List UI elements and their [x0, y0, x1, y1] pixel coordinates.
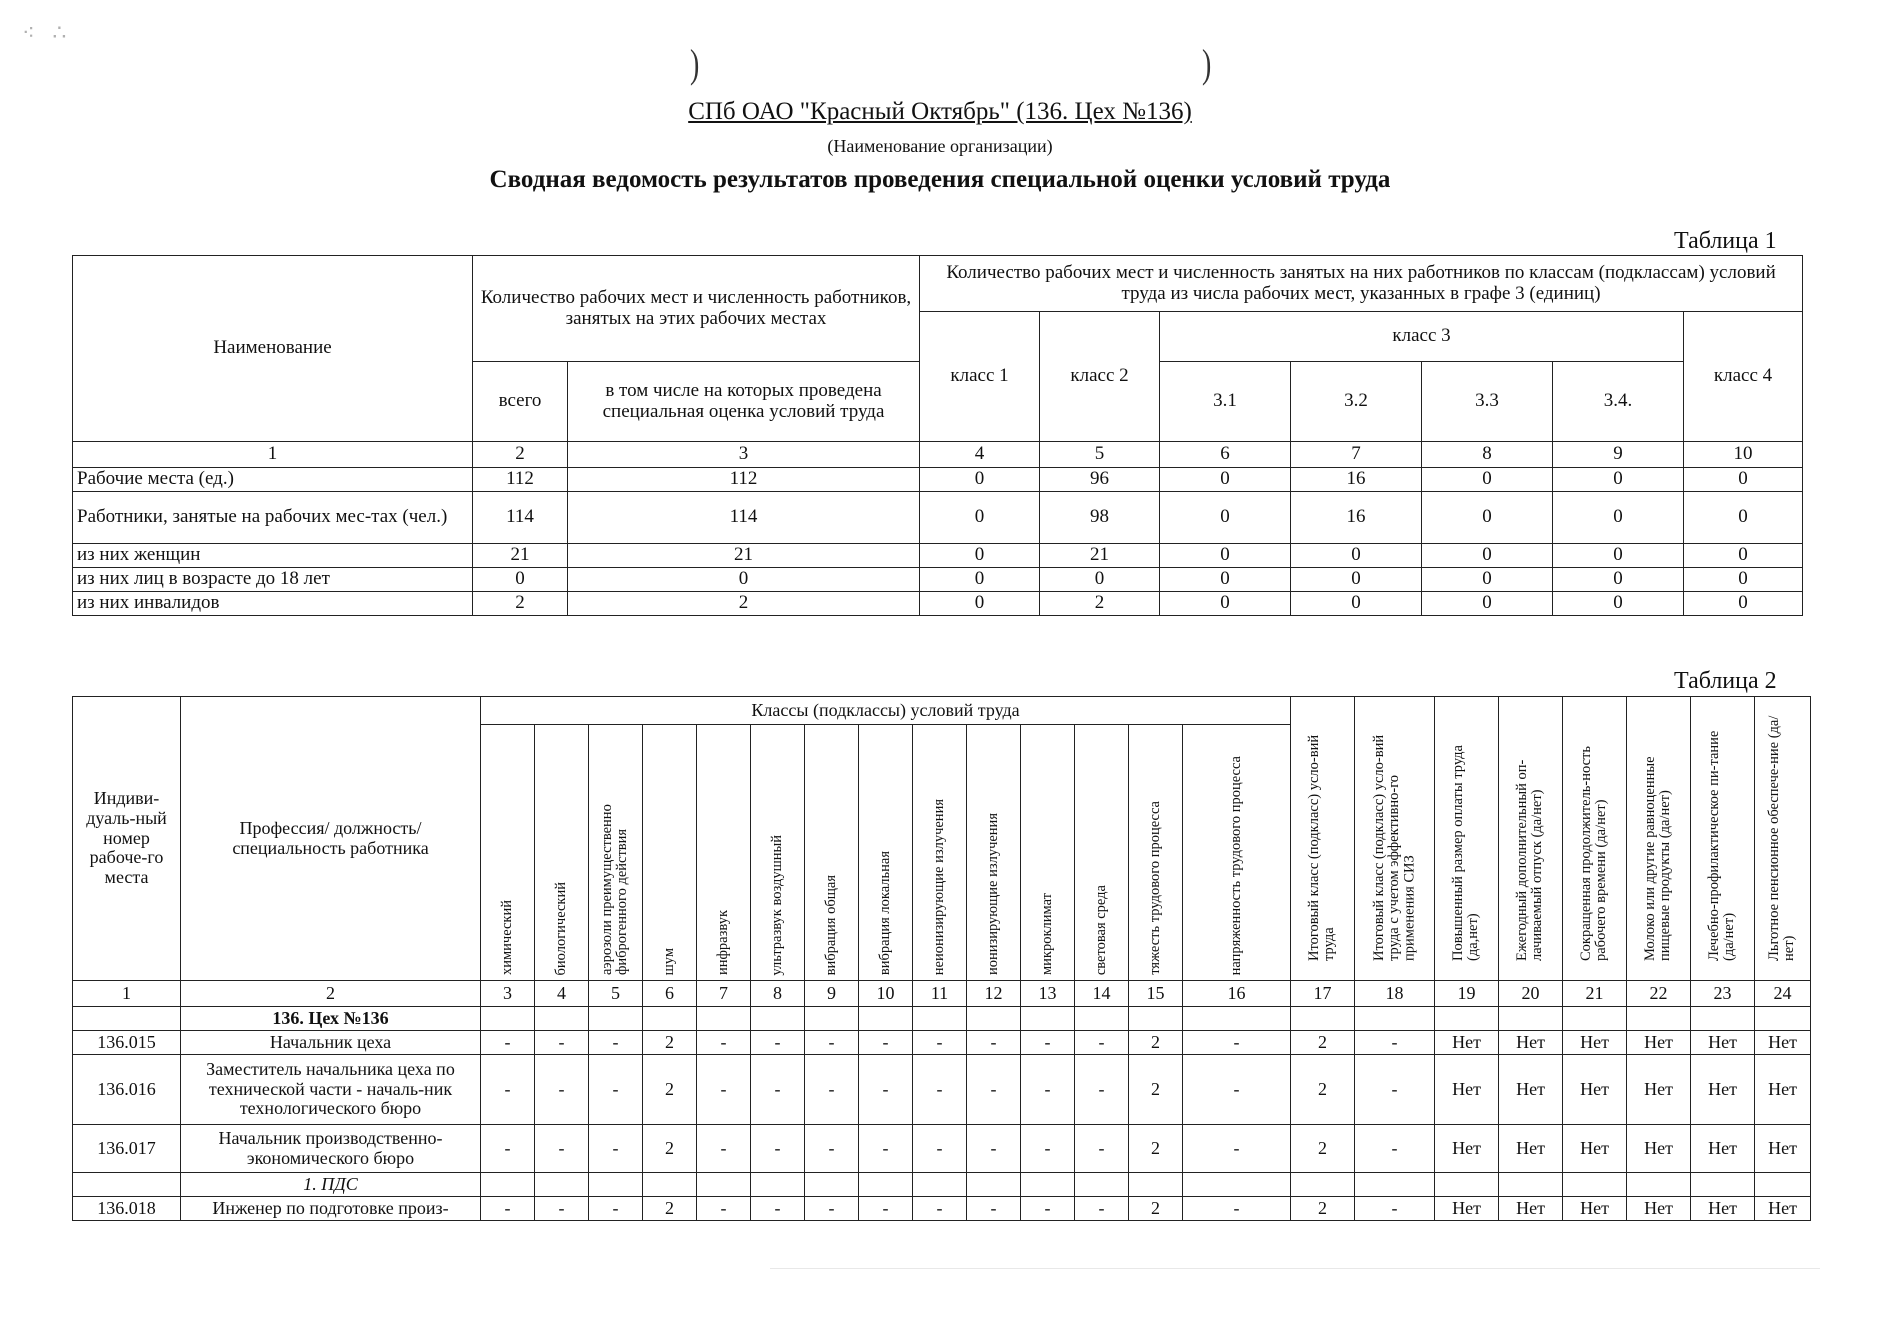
t2-col-number: 24 [1755, 981, 1811, 1007]
t2-row-id: 136.017 [73, 1125, 181, 1173]
t2-cell: Нет [1755, 1125, 1811, 1173]
document-title: Сводная ведомость результатов проведения специальной оценки условий труда [489, 166, 1391, 193]
t2-section-row-empty-cell [1627, 1007, 1691, 1031]
t1-header-c33: 3.3 [1422, 362, 1553, 442]
t2-factor-header: аэрозоли преимущественно фиброгенного действия [589, 725, 643, 981]
t2-row [73, 1125, 1811, 1173]
t1-col-number: 8 [1422, 442, 1553, 468]
t2-cell: - [589, 1197, 643, 1221]
t1-cell: 0 [920, 568, 1040, 592]
t2-cell: Нет [1499, 1125, 1563, 1173]
t2-cell: - [913, 1197, 967, 1221]
t2-subsection-row-empty-cell [589, 1173, 643, 1197]
t2-subsection-row-empty-cell [1435, 1173, 1499, 1197]
t2-section-row-empty-cell [751, 1007, 805, 1031]
t1-header-class1: класс 1 [920, 312, 1040, 442]
t1-cell: 112 [473, 468, 568, 492]
t2-header-summary-21: Сокращенная продолжитель-ность рабочего времени (да/нет) [1563, 697, 1627, 981]
t2-subsection-row-empty-cell [1499, 1173, 1563, 1197]
t2-col-number: 2 [181, 981, 481, 1007]
t2-row-profession: Начальник цеха [181, 1031, 481, 1055]
scan-edge-line [770, 1268, 1820, 1269]
t1-row [73, 468, 1803, 492]
t1-cell: 0 [1684, 568, 1803, 592]
t2-cell: - [1021, 1125, 1075, 1173]
t1-header-assessed: в том числе на которых проведена специальная оценка условий труда [568, 362, 920, 442]
t2-cell: - [1183, 1031, 1291, 1055]
t1-cell: 21 [568, 544, 920, 568]
t1-cell: 0 [920, 544, 1040, 568]
t1-row-name: Работники, занятые на рабочих мес-тах (чел.) [73, 492, 473, 544]
t2-cell: - [805, 1197, 859, 1221]
t2-cell: - [481, 1125, 535, 1173]
t1-cell: 98 [1040, 492, 1160, 544]
t1-col-number: 5 [1040, 442, 1160, 468]
t2-header-summary-22: Молоко или другие равноценные пищевые продукты (да/нет) [1627, 697, 1691, 981]
t2-cell: 2 [1129, 1125, 1183, 1173]
t2-col-number: 23 [1691, 981, 1755, 1007]
t2-header-summary-20: Ежегодный дополнительный оп-лачиваемый отпуск (да/нет) [1499, 697, 1563, 981]
t2-section-row-id-cell [73, 1007, 181, 1031]
t1-cell: 0 [1160, 592, 1291, 616]
t2-subsection-row-empty-cell [1691, 1173, 1755, 1197]
t2-factor-header: микроклимат [1021, 725, 1075, 981]
t2-subsection-row-empty-cell [805, 1173, 859, 1197]
t2-subsection-row-empty-cell [913, 1173, 967, 1197]
t1-cell: 0 [473, 568, 568, 592]
table2-label: Таблица 2 [1674, 668, 1777, 694]
t2-col-number: 15 [1129, 981, 1183, 1007]
t2-cell: - [805, 1125, 859, 1173]
t2-cell: 2 [643, 1125, 697, 1173]
t1-row [73, 544, 1803, 568]
t1-header-c32: 3.2 [1291, 362, 1422, 442]
punch-hole-mark-left: ) [689, 41, 700, 86]
summary-table-2 [72, 696, 1811, 1221]
t2-cell: - [967, 1031, 1021, 1055]
t2-cell: - [589, 1031, 643, 1055]
t2-section-row-empty-cell [1355, 1007, 1435, 1031]
t2-cell: Нет [1563, 1055, 1627, 1125]
t2-section-row-empty-cell [1183, 1007, 1291, 1031]
t1-cell: 0 [1422, 468, 1553, 492]
t2-factor-header: ионизирующие излучения [967, 725, 1021, 981]
t2-cell: Нет [1563, 1125, 1627, 1173]
t1-cell: 0 [1553, 544, 1684, 568]
t1-cell: 0 [1684, 468, 1803, 492]
t1-column-numbers-row [73, 442, 1803, 468]
t2-section-row-empty-cell [967, 1007, 1021, 1031]
t1-cell: 0 [1553, 592, 1684, 616]
t2-cell: Нет [1563, 1197, 1627, 1221]
t2-section-row-empty-cell [1435, 1007, 1499, 1031]
t2-row-profession: Начальник производственно-экономического бюро [181, 1125, 481, 1173]
t2-cell: - [1075, 1125, 1129, 1173]
t2-cell: 2 [1129, 1055, 1183, 1125]
t2-col-number: 10 [859, 981, 913, 1007]
t1-col-number: 6 [1160, 442, 1291, 468]
t1-cell: 2 [568, 592, 920, 616]
t1-col-number: 9 [1553, 442, 1684, 468]
t1-cell: 16 [1291, 468, 1422, 492]
t2-cell: Нет [1691, 1125, 1755, 1173]
t2-subsection-row-empty-cell [1291, 1173, 1355, 1197]
t1-cell: 96 [1040, 468, 1160, 492]
t2-col-number: 13 [1021, 981, 1075, 1007]
t2-cell: - [697, 1197, 751, 1221]
t2-row-id: 136.015 [73, 1031, 181, 1055]
t1-col-number: 10 [1684, 442, 1803, 468]
t1-cell: 21 [473, 544, 568, 568]
t1-cell: 0 [1422, 592, 1553, 616]
t1-header-group-a: Количество рабочих мест и численность работников, занятых на этих рабочих местах [473, 256, 920, 362]
t2-section-row [73, 1007, 1811, 1031]
t2-col-number: 8 [751, 981, 805, 1007]
t2-cell: - [1355, 1197, 1435, 1221]
t1-row [73, 592, 1803, 616]
t2-cell: 2 [1291, 1197, 1355, 1221]
t2-col-number: 11 [913, 981, 967, 1007]
t2-col-number: 16 [1183, 981, 1291, 1007]
organization-caption: (Наименование организации) [827, 136, 1053, 156]
t1-header-c31: 3.1 [1160, 362, 1291, 442]
t1-cell: 2 [473, 592, 568, 616]
t2-cell: - [1355, 1055, 1435, 1125]
t1-cell: 114 [473, 492, 568, 544]
t2-header-summary-23: Лечебно-профилактическое пи-тание (да/нет) [1691, 697, 1755, 981]
t2-col-number: 1 [73, 981, 181, 1007]
t2-row [73, 1055, 1811, 1125]
t2-section-row-empty-cell [1021, 1007, 1075, 1031]
t2-factor-header: световая среда [1075, 725, 1129, 981]
t2-cell: Нет [1755, 1197, 1811, 1221]
t1-cell: 0 [1160, 544, 1291, 568]
t2-cell: - [913, 1125, 967, 1173]
t2-col-number: 12 [967, 981, 1021, 1007]
t2-factor-header: неионизирующие излучения [913, 725, 967, 981]
t2-subsection-row-empty-cell [1755, 1173, 1811, 1197]
t2-cell: - [697, 1031, 751, 1055]
t2-cell: - [1183, 1197, 1291, 1221]
t2-row-profession: Заместитель начальника цеха по технической части - началь-ник технологического бюро [181, 1055, 481, 1125]
t2-subsection-row-empty-cell [643, 1173, 697, 1197]
t1-header-class4: класс 4 [1684, 312, 1803, 442]
t2-cell: 2 [643, 1197, 697, 1221]
t2-cell: Нет [1755, 1055, 1811, 1125]
t1-cell: 21 [1040, 544, 1160, 568]
t1-header-group-b: Количество рабочих мест и численность занятых на них работников по классам (подклассам) условий труда из числа рабочих мест, указанных в графе 3 (единиц) [920, 256, 1803, 312]
t2-cell: - [751, 1031, 805, 1055]
t2-column-numbers-row [73, 981, 1811, 1007]
t2-col-number: 21 [1563, 981, 1627, 1007]
punch-hole-mark-right: ) [1201, 41, 1212, 86]
t2-cell: - [589, 1055, 643, 1125]
t2-factor-header: инфразвук [697, 725, 751, 981]
t1-header-c34: 3.4. [1553, 362, 1684, 442]
t2-cell: - [859, 1125, 913, 1173]
t2-row [73, 1031, 1811, 1055]
t1-header-class2: класс 2 [1040, 312, 1160, 442]
t1-cell: 2 [1040, 592, 1160, 616]
t2-cell: - [481, 1031, 535, 1055]
t2-cell: - [805, 1031, 859, 1055]
t2-col-number: 17 [1291, 981, 1355, 1007]
t2-subsection-row-empty-cell [1563, 1173, 1627, 1197]
t2-cell: Нет [1435, 1125, 1499, 1173]
t1-cell: 112 [568, 468, 920, 492]
t2-cell: Нет [1691, 1055, 1755, 1125]
t2-subsection-row-empty-cell [1627, 1173, 1691, 1197]
t2-cell: - [1075, 1031, 1129, 1055]
t1-header-total: всего [473, 362, 568, 442]
t1-col-number: 3 [568, 442, 920, 468]
t1-cell: 0 [1160, 492, 1291, 544]
t1-cell: 0 [1291, 568, 1422, 592]
t2-cell: 2 [1291, 1031, 1355, 1055]
t2-cell: Нет [1499, 1031, 1563, 1055]
t2-header-summary-19: Повышенный размер оплаты труда (да,нет) [1435, 697, 1499, 981]
t2-cell: - [1355, 1125, 1435, 1173]
t2-subsection-row-empty-cell [1183, 1173, 1291, 1197]
t2-section-row-empty-cell [481, 1007, 535, 1031]
t2-subsection-row-title: 1. ПДС [181, 1173, 481, 1197]
t2-factor-header: химический [481, 725, 535, 981]
t2-section-row-empty-cell [589, 1007, 643, 1031]
t1-col-number: 1 [73, 442, 473, 468]
t1-cell: 0 [1422, 544, 1553, 568]
t2-cell: - [859, 1055, 913, 1125]
t2-col-number: 7 [697, 981, 751, 1007]
t2-cell: 2 [1129, 1031, 1183, 1055]
t1-cell: 0 [920, 492, 1040, 544]
t2-section-row-empty-cell [913, 1007, 967, 1031]
t2-subsection-row [73, 1173, 1811, 1197]
t2-cell: 2 [1291, 1125, 1355, 1173]
t2-col-number: 19 [1435, 981, 1499, 1007]
t2-cell: - [967, 1197, 1021, 1221]
organization-title: СПб ОАО "Красный Октябрь" (136. Цех №136) [688, 98, 1192, 125]
t2-cell: Нет [1691, 1031, 1755, 1055]
t2-row-profession: Инженер по подготовке произ- [181, 1197, 481, 1221]
t2-col-number: 3 [481, 981, 535, 1007]
t1-row [73, 568, 1803, 592]
t2-cell: - [535, 1031, 589, 1055]
t1-row [73, 492, 1803, 544]
t2-subsection-row-empty-cell [751, 1173, 805, 1197]
t1-cell: 0 [1684, 592, 1803, 616]
t2-header-id: Индиви-дуаль-ный номер рабоче-го места [73, 697, 181, 981]
t2-subsection-row-empty-cell [1129, 1173, 1183, 1197]
t2-cell: Нет [1435, 1197, 1499, 1221]
t2-cell: - [751, 1125, 805, 1173]
t2-cell: Нет [1691, 1197, 1755, 1221]
t2-header-classes: Классы (подклассы) условий труда [481, 697, 1291, 725]
t2-subsection-row-empty-cell [967, 1173, 1021, 1197]
t1-cell: 0 [568, 568, 920, 592]
t2-subsection-row-empty-cell [1075, 1173, 1129, 1197]
t2-cell: - [1075, 1055, 1129, 1125]
t2-section-row-empty-cell [1291, 1007, 1355, 1031]
t2-cell: - [913, 1031, 967, 1055]
t2-factor-header: биологический [535, 725, 589, 981]
t1-col-number: 7 [1291, 442, 1422, 468]
t2-header-summary-17: Итоговый класс (подкласс) усло-вий труда [1291, 697, 1355, 981]
t2-section-row-empty-cell [1075, 1007, 1129, 1031]
scan-artifact: ⁖ ∴ [22, 20, 73, 45]
t2-subsection-row-empty-cell [1021, 1173, 1075, 1197]
t2-cell: - [535, 1125, 589, 1173]
t1-header-name: Наименование [73, 256, 473, 442]
t1-col-number: 4 [920, 442, 1040, 468]
t2-cell: Нет [1627, 1031, 1691, 1055]
t1-cell: 16 [1291, 492, 1422, 544]
t2-cell: - [697, 1055, 751, 1125]
t2-cell: Нет [1499, 1055, 1563, 1125]
t1-cell: 0 [1684, 492, 1803, 544]
t2-cell: - [481, 1197, 535, 1221]
t2-cell: - [751, 1055, 805, 1125]
t2-cell: - [697, 1125, 751, 1173]
t2-subsection-row-empty-cell [535, 1173, 589, 1197]
t2-col-number: 20 [1499, 981, 1563, 1007]
t2-cell: - [1021, 1197, 1075, 1221]
t2-subsection-row-empty-cell [697, 1173, 751, 1197]
t2-cell: - [1021, 1055, 1075, 1125]
t2-factor-header: шум [643, 725, 697, 981]
t1-cell: 0 [1160, 568, 1291, 592]
t2-factor-header: вибрация локальная [859, 725, 913, 981]
t1-cell: 0 [1291, 544, 1422, 568]
t2-cell: - [481, 1055, 535, 1125]
t1-cell: 0 [1422, 492, 1553, 544]
t2-cell: - [535, 1055, 589, 1125]
t2-cell: - [1075, 1197, 1129, 1221]
t2-header-summary-24: Льготное пенсионное обеспече-ние (да/нет) [1755, 697, 1811, 981]
t2-cell: 2 [1129, 1197, 1183, 1221]
t2-cell: Нет [1563, 1031, 1627, 1055]
t1-cell: 0 [1040, 568, 1160, 592]
t2-cell: - [859, 1197, 913, 1221]
t2-cell: - [1355, 1031, 1435, 1055]
t2-cell: - [1183, 1125, 1291, 1173]
t2-subsection-row-empty-cell [481, 1173, 535, 1197]
summary-table-1 [72, 255, 1803, 616]
t1-col-number: 2 [473, 442, 568, 468]
t2-col-number: 4 [535, 981, 589, 1007]
t2-cell: - [859, 1031, 913, 1055]
t2-header-profession: Профессия/ должность/ специальность работника [181, 697, 481, 981]
t2-factor-header: ультразвук воздушный [751, 725, 805, 981]
t1-cell: 0 [1553, 568, 1684, 592]
t2-cell: 2 [643, 1055, 697, 1125]
t1-header-class3: класс 3 [1160, 312, 1684, 362]
t2-col-number: 14 [1075, 981, 1129, 1007]
t2-cell: - [1021, 1031, 1075, 1055]
t2-row-id: 136.016 [73, 1055, 181, 1125]
t1-cell: 0 [1291, 592, 1422, 616]
t1-row-name: из них женщин [73, 544, 473, 568]
t2-cell: - [751, 1197, 805, 1221]
t1-cell: 0 [920, 592, 1040, 616]
t1-row-name: Рабочие места (ед.) [73, 468, 473, 492]
t2-header-summary-18: Итоговый класс (подкласс) усло-вий труда с учетом эффективно-го применения СИЗ [1355, 697, 1435, 981]
t1-cell: 0 [1160, 468, 1291, 492]
t2-section-row-empty-cell [1563, 1007, 1627, 1031]
t2-cell: 2 [1291, 1055, 1355, 1125]
t2-cell: - [967, 1125, 1021, 1173]
t2-cell: - [1183, 1055, 1291, 1125]
t2-section-row-empty-cell [697, 1007, 751, 1031]
t2-col-number: 5 [589, 981, 643, 1007]
t2-factor-header: вибрация общая [805, 725, 859, 981]
t2-row [73, 1197, 1811, 1221]
t2-cell: - [913, 1055, 967, 1125]
t2-col-number: 9 [805, 981, 859, 1007]
t2-cell: - [967, 1055, 1021, 1125]
t1-row-name: из них лиц в возрасте до 18 лет [73, 568, 473, 592]
t2-section-row-empty-cell [1691, 1007, 1755, 1031]
t2-section-row-title: 136. Цех №136 [181, 1007, 481, 1031]
t1-cell: 0 [1684, 544, 1803, 568]
t2-cell: Нет [1627, 1055, 1691, 1125]
t2-col-number: 22 [1627, 981, 1691, 1007]
t2-section-row-empty-cell [1755, 1007, 1811, 1031]
t2-col-number: 6 [643, 981, 697, 1007]
t1-cell: 114 [568, 492, 920, 544]
t2-factor-header: тяжесть трудового процесса [1129, 725, 1183, 981]
t2-section-row-empty-cell [535, 1007, 589, 1031]
t2-subsection-row-id-cell [73, 1173, 181, 1197]
t2-factor-header: напряженность трудового процесса [1183, 725, 1291, 981]
t2-col-number: 18 [1355, 981, 1435, 1007]
t2-cell: - [805, 1055, 859, 1125]
t2-cell: 2 [643, 1031, 697, 1055]
t2-section-row-empty-cell [1129, 1007, 1183, 1031]
t2-subsection-row-empty-cell [1355, 1173, 1435, 1197]
t2-section-row-empty-cell [643, 1007, 697, 1031]
t1-row-name: из них инвалидов [73, 592, 473, 616]
t1-cell: 0 [1553, 468, 1684, 492]
t2-cell: Нет [1499, 1197, 1563, 1221]
t2-section-row-empty-cell [1499, 1007, 1563, 1031]
t2-section-row-empty-cell [805, 1007, 859, 1031]
t2-cell: Нет [1627, 1197, 1691, 1221]
t1-cell: 0 [920, 468, 1040, 492]
t1-cell: 0 [1553, 492, 1684, 544]
table1-label: Таблица 1 [1674, 228, 1777, 254]
t2-row-id: 136.018 [73, 1197, 181, 1221]
t2-subsection-row-empty-cell [859, 1173, 913, 1197]
t2-cell: Нет [1435, 1055, 1499, 1125]
t2-section-row-empty-cell [859, 1007, 913, 1031]
t2-cell: Нет [1627, 1125, 1691, 1173]
t2-cell: Нет [1435, 1031, 1499, 1055]
t2-cell: - [535, 1197, 589, 1221]
t2-cell: Нет [1755, 1031, 1811, 1055]
t1-cell: 0 [1422, 568, 1553, 592]
t2-cell: - [589, 1125, 643, 1173]
